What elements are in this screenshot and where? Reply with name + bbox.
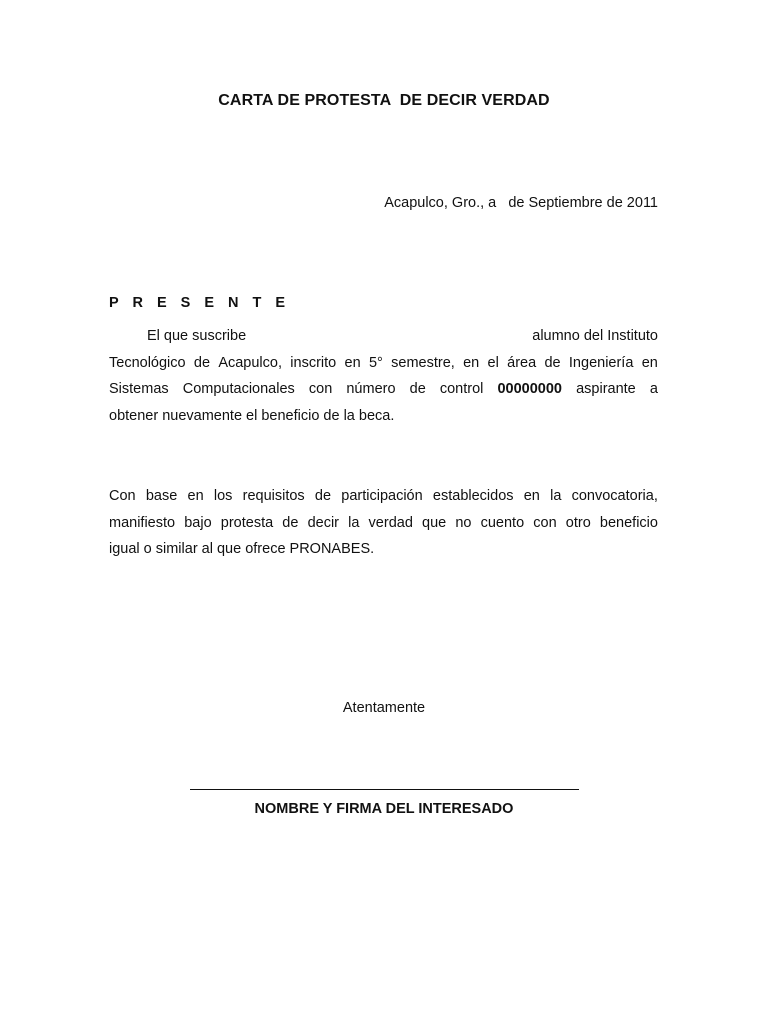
word: manifiesto [109,514,176,531]
word: de [282,514,299,531]
word: el [487,354,499,371]
word: número [346,381,396,397]
paragraph-line [109,350,658,377]
word: los [213,488,233,504]
word: cuento [480,514,525,531]
word: Tecnológico [109,354,186,371]
word: de [314,488,332,504]
word: en [344,354,361,371]
word: que [422,514,447,531]
declarant-intro: El que suscribe [147,328,247,344]
word: a [649,381,658,397]
control-number: 00000000 [497,381,562,397]
paragraph-line [109,376,658,403]
salutation: P R E S E N T E [109,295,291,311]
paragraph-line [109,483,658,510]
word: inscrito [290,354,337,371]
word: en [463,354,480,371]
word: Con [109,488,136,504]
word: 5° [368,354,383,371]
place-date-line: Acapulco, Gro., a de Septiembre de 2011 [384,195,658,211]
word: semestre, [391,354,455,371]
word: verdad [368,514,413,531]
line-text: igual o similar al que ofrece PRONABES. [109,541,375,557]
word: Computacionales [182,381,295,397]
word: de [193,354,211,371]
word: base [145,488,178,504]
word: en [641,354,658,371]
signature-label: NOMBRE Y FIRMA DEL INTERESADO [254,801,514,817]
word: con [533,514,557,531]
signature-line [190,789,579,790]
word: otro [565,514,591,531]
name-blank-space [246,323,532,350]
word: la [348,514,360,531]
paragraph-line [109,403,658,430]
word: la [550,488,562,504]
word: de [409,381,426,397]
word: en [187,488,204,504]
student-of-text: alumno del Instituto [532,328,658,344]
word: convocatoria, [571,488,658,504]
paragraph-line [109,323,658,350]
word: aspirante [576,381,636,397]
word: en [523,488,540,504]
paragraph-line [109,536,658,563]
word: Acapulco, [218,354,282,371]
word: con [308,381,333,397]
paragraph-statement [109,483,658,563]
word: requisitos [242,488,305,504]
word: bajo [184,514,212,531]
word: área [507,354,537,371]
word: decir [307,514,339,531]
word: control [439,381,484,397]
paragraph-line [109,510,658,537]
word: beneficio [599,514,658,531]
word: protesta [220,514,274,531]
closing-text: Atentamente [342,700,426,716]
word: de [544,354,561,371]
word: no [455,514,472,531]
word: participación [341,488,423,504]
document-title: CARTA DE PROTESTA DE DECIR VERDAD [218,92,550,109]
word: Sistemas [109,381,169,397]
word: establecidos [432,488,514,504]
line-text: obtener nuevamente el beneficio de la beca. [109,407,395,424]
paragraph-declarant [109,323,658,429]
word: Ingeniería [568,354,634,371]
